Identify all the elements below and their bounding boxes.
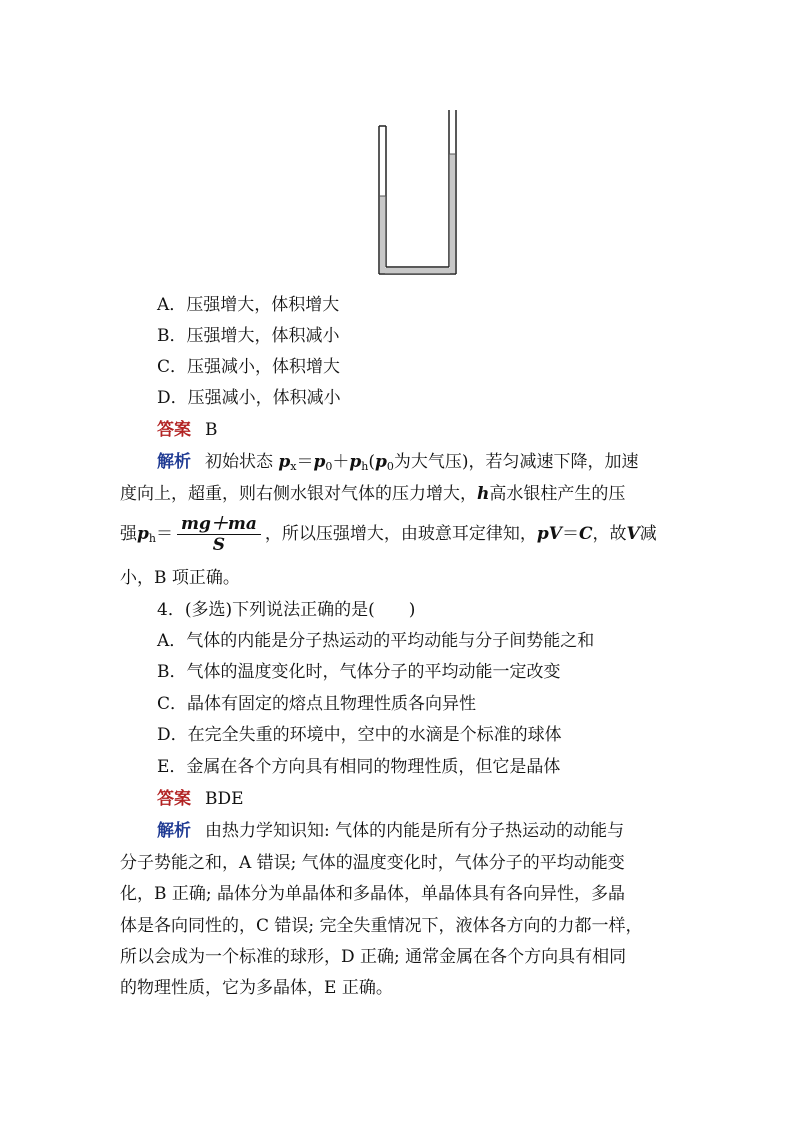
analysis-label: 解析 [157, 452, 191, 472]
q4-analysis-line-6: 的物理性质，它为多晶体，E 正确。 [120, 978, 393, 998]
answer-value: BDE [205, 789, 244, 809]
fraction-denominator: S [212, 535, 226, 555]
q4-analysis-line-4: 体是各向同性的，C 错误; 完全失重情况下，液体各方向的力都一样， [120, 916, 643, 936]
text: 为大气压)，若匀减速下降，加速 [393, 452, 639, 472]
q3-analysis-line-4: 小，B 项正确。 [120, 568, 240, 588]
fraction-numerator: mg＋ma [177, 514, 261, 535]
q3-analysis-line-1 [157, 450, 717, 479]
symbol: V [626, 524, 640, 544]
subscript: x [290, 460, 297, 473]
q3-option-c: C．压强减小，体积增大 [157, 357, 341, 377]
q4-option-c: C．晶体有固定的熔点且物理性质各向异性 [157, 694, 477, 714]
answer-label: 答案 [157, 420, 191, 440]
q4-analysis-line-3: 化，B 正确; 晶体分为单晶体和多晶体，单晶体具有各向异性，多晶 [120, 884, 626, 904]
text: 由热力学知识知: 气体的内能是所有分子热运动的动能与 [205, 821, 625, 841]
q3-answer [157, 418, 717, 442]
q4-answer [157, 787, 717, 811]
text: 强 [120, 524, 137, 544]
q4-analysis-line-5: 所以会成为一个标准的球形，D 正确; 通常金属在各个方向具有相同 [120, 947, 627, 967]
q3-analysis-line-2 [120, 482, 680, 506]
answer-value: B [205, 420, 218, 440]
q4-option-b: B．气体的温度变化时，气体分子的平均动能一定改变 [157, 662, 561, 682]
text: 4．(多选)下列说法正确的是( [157, 600, 375, 620]
symbol: C [578, 524, 593, 544]
symbol: pV [536, 524, 562, 544]
symbol: p [313, 452, 326, 472]
q3-option-d: D．压强减小，体积减小 [157, 388, 341, 408]
q4-analysis-line-1 [157, 819, 717, 843]
text: ，所以压强增大，由玻意耳定律知， [264, 524, 537, 544]
q4-option-d: D．在完全失重的环境中，空中的水滴是个标准的球体 [157, 725, 562, 745]
symbol: h [477, 484, 490, 504]
symbol: p [278, 452, 291, 472]
text: 度向上，超重，则右侧水银对气体的压力增大， [120, 484, 477, 504]
text: 减 [639, 524, 657, 544]
q3-option-a: A．压强增大，体积增大 [157, 295, 340, 315]
text: 初始状态 [205, 452, 273, 472]
subscript: 0 [386, 460, 394, 473]
text: 高水银柱产生的压 [489, 484, 626, 504]
text: ＝ [155, 524, 173, 544]
symbol: p [137, 524, 149, 544]
subscript: h [361, 460, 369, 473]
text: ＝ [296, 452, 314, 472]
text: ( [368, 452, 376, 472]
u-tube-figure [366, 94, 466, 284]
text: ，故 [592, 524, 627, 544]
q4-option-e: E．金属在各个方向具有相同的物理性质，但它是晶体 [157, 757, 561, 777]
subscript: 0 [325, 460, 333, 473]
q4-option-a: A．气体的内能是分子热运动的平均动能与分子间势能之和 [157, 631, 595, 651]
q3-option-b: B．压强增大，体积减小 [157, 326, 340, 346]
text: ) [408, 600, 416, 620]
q4-analysis-line-2: 分子势能之和，A 错误; 气体的温度变化时，气体分子的平均动能变 [120, 853, 625, 873]
answer-label: 答案 [157, 789, 191, 809]
subscript: h [148, 532, 156, 545]
q4-stem [157, 598, 717, 622]
symbol: p [349, 452, 362, 472]
symbol: p [375, 452, 387, 472]
fraction [177, 514, 261, 555]
q3-analysis-line-3 [120, 512, 680, 561]
text: ＋ [332, 452, 350, 472]
analysis-label: 解析 [157, 821, 191, 841]
text: ＝ [561, 524, 579, 544]
